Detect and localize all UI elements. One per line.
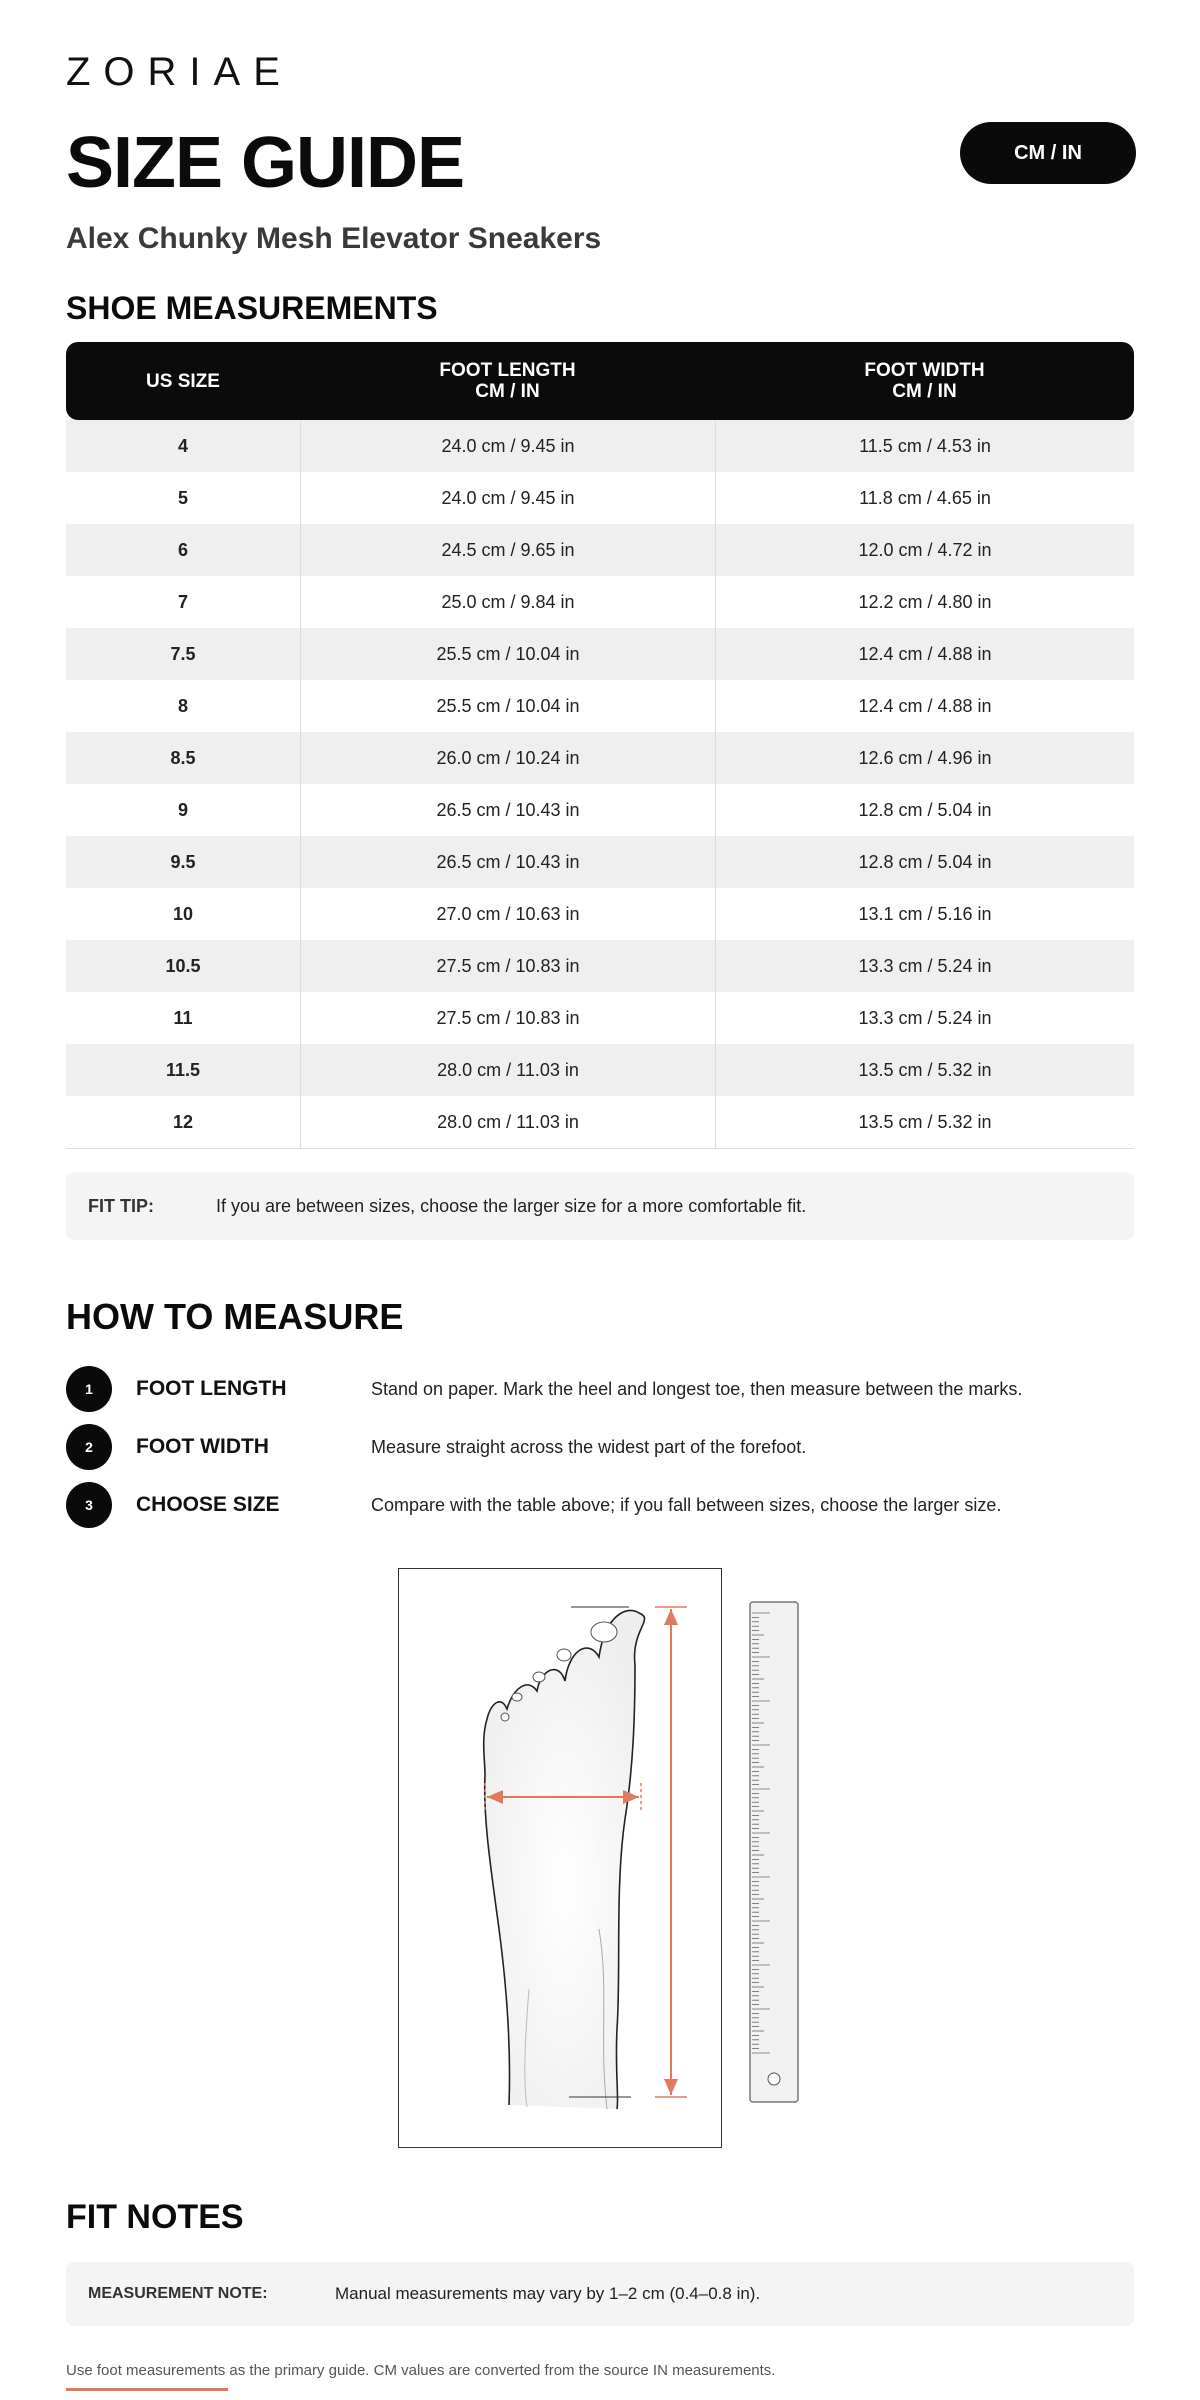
table-row xyxy=(66,680,1134,732)
ruler-icon xyxy=(749,1601,799,2103)
foot-outline-icon xyxy=(399,1569,721,2147)
column-header-foot-length: FOOT LENGTH CM / IN xyxy=(300,342,715,420)
table-row xyxy=(66,940,1134,992)
foot-length-cell: 24.5 cm / 9.65 in xyxy=(300,524,715,576)
size-cell: 8.5 xyxy=(66,732,300,784)
measure-step xyxy=(66,1366,1134,1412)
foot-width-cell: 13.5 cm / 5.32 in xyxy=(715,1096,1134,1149)
foot-width-cell: 13.3 cm / 5.24 in xyxy=(715,940,1134,992)
foot-length-cell: 25.5 cm / 10.04 in xyxy=(300,680,715,732)
size-table-body xyxy=(66,420,1134,1149)
table-row xyxy=(66,576,1134,628)
table-row xyxy=(66,420,1134,472)
foot-width-cell: 12.4 cm / 4.88 in xyxy=(715,680,1134,732)
table-row xyxy=(66,524,1134,576)
size-cell: 12 xyxy=(66,1096,300,1149)
step-description: Stand on paper. Mark the heel and longest toe, then measure between the marks. xyxy=(371,1378,1023,1399)
column-header-us-size: US SIZE xyxy=(66,342,300,420)
table-row xyxy=(66,472,1134,524)
size-cell: 8 xyxy=(66,680,300,732)
foot-length-cell: 24.0 cm / 9.45 in xyxy=(300,472,715,524)
size-cell: 10.5 xyxy=(66,940,300,992)
foot-width-cell: 12.2 cm / 4.80 in xyxy=(715,576,1134,628)
table-row xyxy=(66,888,1134,940)
size-cell: 7.5 xyxy=(66,628,300,680)
column-header-foot-width: FOOT WIDTH CM / IN xyxy=(715,342,1134,420)
foot-width-cell: 12.6 cm / 4.96 in xyxy=(715,732,1134,784)
table-row xyxy=(66,628,1134,680)
table-row xyxy=(66,1044,1134,1096)
foot-length-cell: 26.5 cm / 10.43 in xyxy=(300,784,715,836)
table-row xyxy=(66,732,1134,784)
size-cell: 10 xyxy=(66,888,300,940)
measure-step xyxy=(66,1482,1134,1528)
page-title: SIZE GUIDE xyxy=(66,123,465,203)
size-cell: 9.5 xyxy=(66,836,300,888)
foot-width-cell: 13.5 cm / 5.32 in xyxy=(715,1044,1134,1096)
ruler-illustration xyxy=(749,1601,799,2103)
size-cell: 9 xyxy=(66,784,300,836)
table-row xyxy=(66,992,1134,1044)
step-label: CHOOSE SIZE xyxy=(136,1493,280,1516)
step-number-badge: 2 xyxy=(66,1424,112,1470)
foot-width-cell: 12.8 cm / 5.04 in xyxy=(715,836,1134,888)
size-cell: 5 xyxy=(66,472,300,524)
product-name: Alex Chunky Mesh Elevator Sneakers xyxy=(66,222,602,255)
foot-length-cell: 26.5 cm / 10.43 in xyxy=(300,836,715,888)
shoe-measurements-heading: SHOE MEASUREMENTS xyxy=(66,290,438,326)
foot-length-cell: 27.0 cm / 10.63 in xyxy=(300,888,715,940)
table-row xyxy=(66,784,1134,836)
foot-width-cell: 12.0 cm / 4.72 in xyxy=(715,524,1134,576)
table-row xyxy=(66,1096,1134,1149)
size-cell: 6 xyxy=(66,524,300,576)
footer-note: Use foot measurements as the primary guide. CM values are converted from the source IN measurements. xyxy=(66,2362,776,2379)
foot-length-cell: 27.5 cm / 10.83 in xyxy=(300,940,715,992)
measurement-note-label: MEASUREMENT NOTE: xyxy=(88,2285,268,2302)
step-label: FOOT LENGTH xyxy=(136,1377,287,1400)
foot-length-cell: 28.0 cm / 11.03 in xyxy=(300,1044,715,1096)
step-description: Measure straight across the widest part of the forefoot. xyxy=(371,1436,807,1457)
brand-logo[interactable]: ZORIAE xyxy=(66,50,293,94)
foot-measurement-illustration xyxy=(398,1568,722,2148)
foot-width-cell: 13.3 cm / 5.24 in xyxy=(715,992,1134,1044)
foot-width-cell: 11.8 cm / 4.65 in xyxy=(715,472,1134,524)
foot-length-cell: 26.0 cm / 10.24 in xyxy=(300,732,715,784)
fit-tip-text: If you are between sizes, choose the larger size for a more comfortable fit. xyxy=(216,1195,807,1216)
foot-length-cell: 27.5 cm / 10.83 in xyxy=(300,992,715,1044)
size-cell: 11 xyxy=(66,992,300,1044)
fit-notes-heading: FIT NOTES xyxy=(66,2198,244,2236)
size-cell: 7 xyxy=(66,576,300,628)
foot-width-cell: 12.4 cm / 4.88 in xyxy=(715,628,1134,680)
step-number-badge: 1 xyxy=(66,1366,112,1412)
step-label: FOOT WIDTH xyxy=(136,1435,269,1458)
fit-tip-label: FIT TIP: xyxy=(88,1195,154,1216)
measurement-note-text: Manual measurements may vary by 1–2 cm (0.4–0.8 in). xyxy=(335,2284,761,2303)
size-table-header xyxy=(66,342,1134,420)
foot-length-cell: 25.0 cm / 9.84 in xyxy=(300,576,715,628)
size-cell: 4 xyxy=(66,420,300,472)
size-cell: 11.5 xyxy=(66,1044,300,1096)
foot-length-cell: 28.0 cm / 11.03 in xyxy=(300,1096,715,1149)
footer-accent-line xyxy=(66,2388,228,2391)
foot-width-cell: 12.8 cm / 5.04 in xyxy=(715,784,1134,836)
size-table xyxy=(66,342,1134,1149)
unit-toggle-button[interactable]: CM / IN xyxy=(960,122,1136,184)
foot-width-cell: 13.1 cm / 5.16 in xyxy=(715,888,1134,940)
step-description: Compare with the table above; if you fall between sizes, choose the larger size. xyxy=(371,1494,1002,1515)
fit-tip-box xyxy=(66,1172,1134,1240)
foot-length-cell: 25.5 cm / 10.04 in xyxy=(300,628,715,680)
foot-length-cell: 24.0 cm / 9.45 in xyxy=(300,420,715,472)
how-to-measure-heading: HOW TO MEASURE xyxy=(66,1296,404,1337)
step-number-badge: 3 xyxy=(66,1482,112,1528)
foot-width-cell: 11.5 cm / 4.53 in xyxy=(715,420,1134,472)
measurement-note-box xyxy=(66,2262,1134,2326)
table-row xyxy=(66,836,1134,888)
measure-step xyxy=(66,1424,1134,1470)
